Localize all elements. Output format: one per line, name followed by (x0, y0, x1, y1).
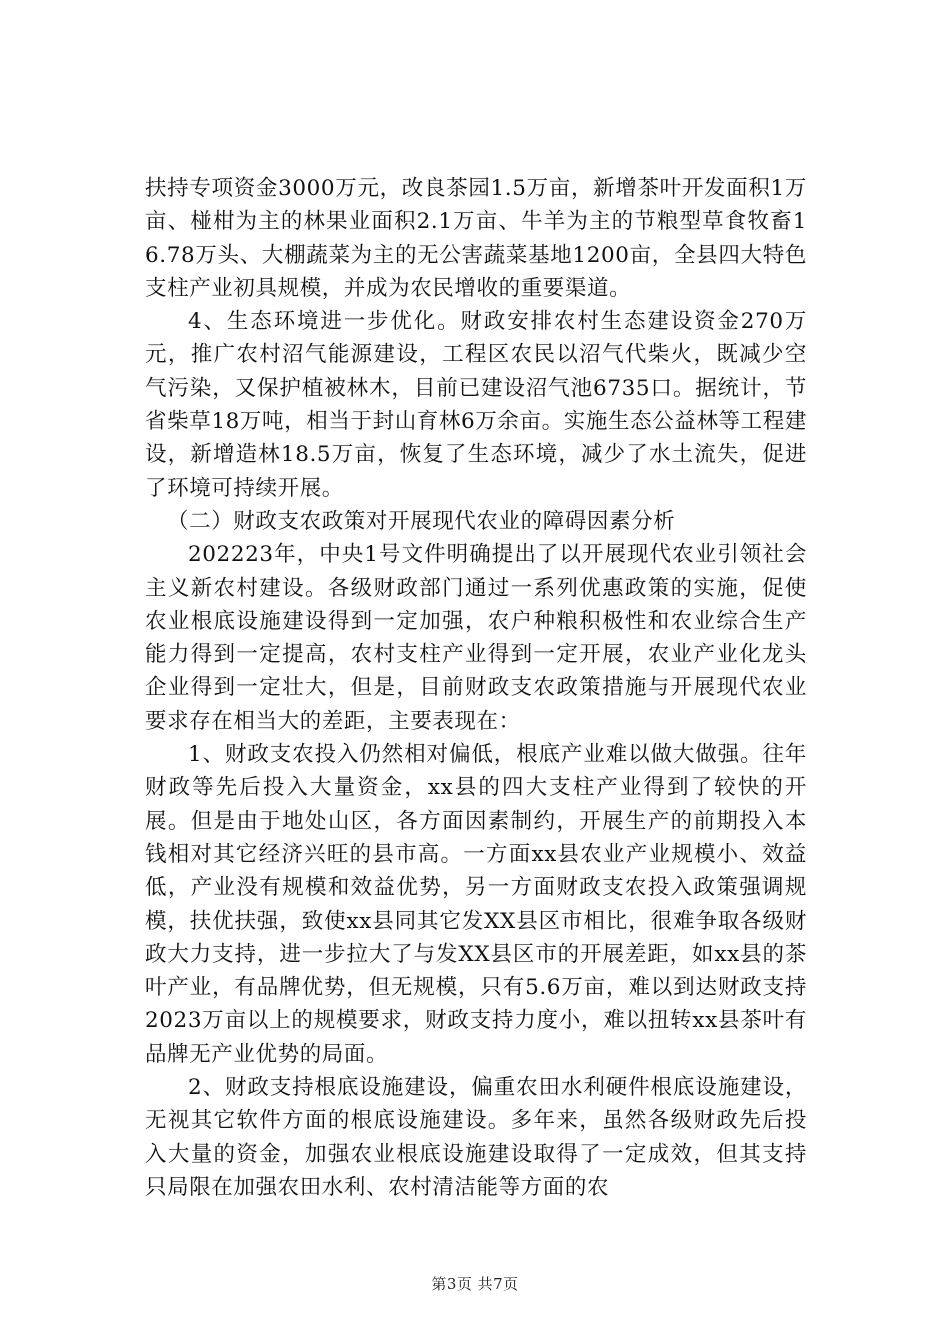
page-footer: 第3页 共7页 (431, 1275, 519, 1293)
paragraph-intro: 202223年，中央1号文件明确提出了以开展现代农业引领社会主义新农村建设。各级财政部门通过一系列优惠政策的实施，促使农业根底设施建设得到一定加强，农户种粮积极性和农业综合生产能力得到一定提高，农村支柱产业得到一定开展，农业产业化龙头企业得到一定壮大，但是，目前财政支农政策措施与开展现代农业要求存在相当大的差距，主要表现在： (145, 542, 807, 734)
section-heading: （二）财政支农政策对开展现代农业的障碍因素分析 (167, 508, 676, 534)
paragraph-continued: 扶持专项资金3000万元，改良茶园1.5万亩，新增茶叶开发面积1万亩、椪柑为主的林果业面积2.1万亩、牛羊为主的节粮型草食牧畜16.78万头、大棚蔬菜为主的无公害蔬菜基地1200亩，全县四大特色支柱产业初具规模，并成为农民增收的重要渠道。 (145, 176, 807, 301)
document-body (145, 172, 807, 1204)
paragraph-item-1: 1、财政支农投入仍然相对偏低，根底产业难以做大做强。往年财政等先后投入大量资金，xx县的四大支柱产业得到了较快的开展。但是由于地处山区，各方面因素制约，开展生产的前期投入本钱相对其它经济兴旺的县市高。一方面xx县农业产业规模小、效益低，产业没有规模和效益优势，另一方面财政支农投入政策强调规模，扶优扶强，致使xx县同其它发XX县区市相比，很难争取各级财政大力支持，进一步拉大了与发XX县区市的开展差距，如xx县的茶叶产业，有品牌优势，但无规模，只有5.6万亩，难以到达财政支持2023万亩以上的规模要求，财政支持力度小，难以扭转xx县茶叶有品牌无产业优势的局面。 (145, 742, 807, 1067)
paragraph-item-4: 4、生态环境进一步优化。财政安排农村生态建设资金270万元，推广农村沼气能源建设，工程区农民以沼气代柴火，既减少空气污染，又保护植被林木，目前已建设沼气池6735口。据统计，节省柴草18万吨，相当于封山育林6万余亩。实施生态公益林等工程建设，新增造林18.5万亩，恢复了生态环境，减少了水土流失，促进了环境可持续开展。 (145, 309, 807, 501)
paragraph-item-2: 2、财政支持根底设施建设，偏重农田水利硬件根底设施建设，无视其它软件方面的根底设施建设。多年来，虽然各级财政先后投入大量的资金，加强农业根底设施建设取得了一定成效，但其支持只局限在加强农田水利、农村清洁能等方面的农 (145, 1075, 807, 1200)
